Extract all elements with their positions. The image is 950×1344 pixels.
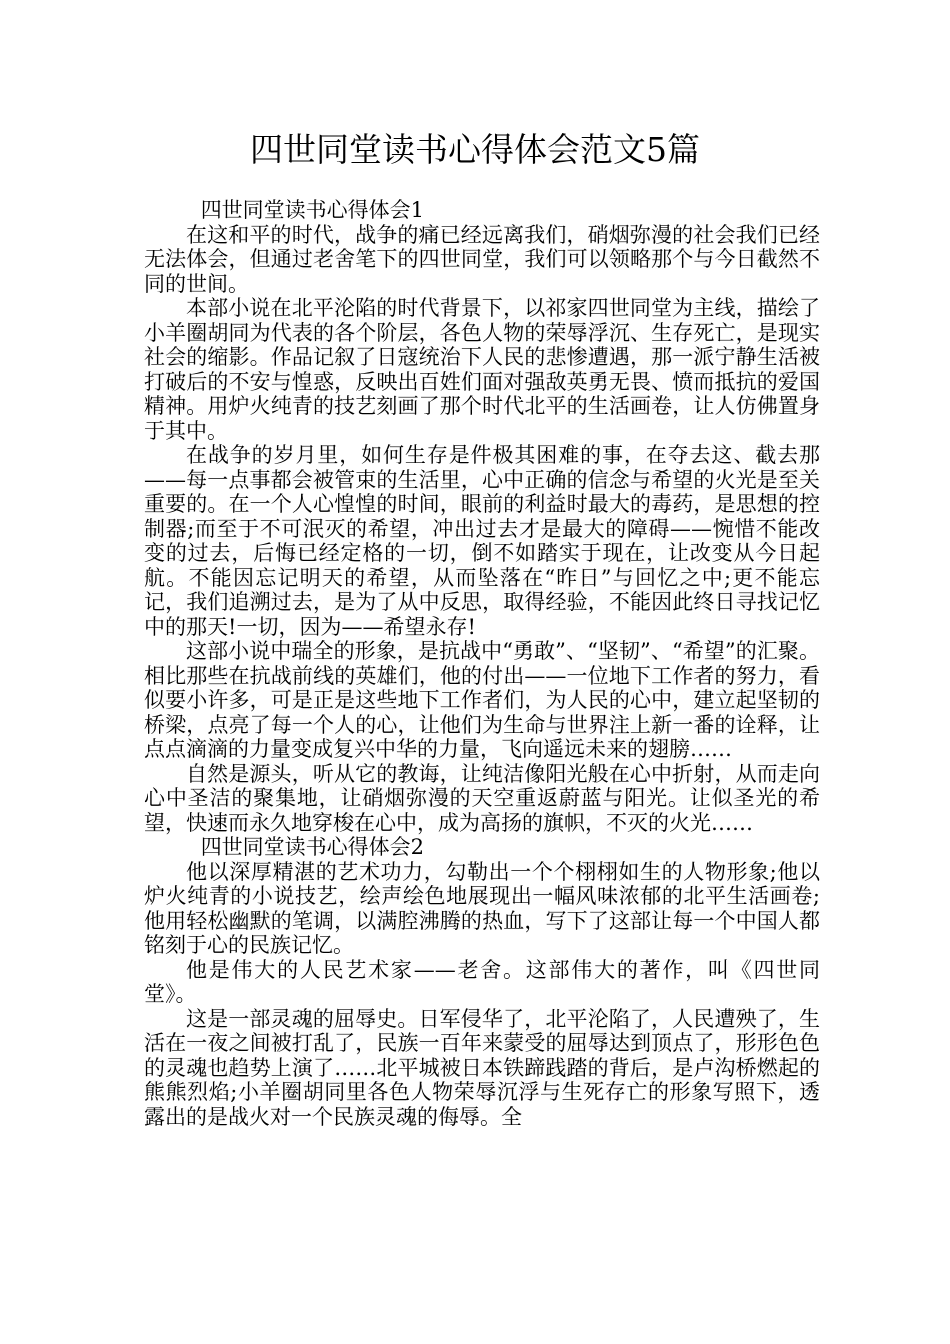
document-body [144, 198, 820, 1129]
paragraph: 在战争的岁月里，如何生存是件极其困难的事，在夺去这、截去那——每一点事都会被管束的生活里，心中正确的信念与希望的火光是至关重要的。在一个人心惶惶的时间，眼前的利益时最大的毒药，是思想的控制器;而至于不可泯灭的希望，冲出过去才是最大的障碍——惋惜不能改变的过去，后悔已经定格的一切，倒不如踏实于现在，让改变从今日起航。不能因忘记明天的希望，从而坠落在“昨日”与回忆之中;更不能忘记，我们追溯过去，是为了从中反思，取得经验，不能因此终日寻找记忆中的那天!一切，因为——希望永存! [144, 443, 820, 639]
document-title: 四世同堂读书心得体会范文5篇 [250, 130, 700, 169]
paragraph: 在这和平的时代，战争的痛已经远离我们，硝烟弥漫的社会我们已经无法体会，但通过老舍笔下的四世同堂，我们可以领略那个与今日截然不同的世间。 [144, 222, 820, 296]
section-heading: 四世同堂读书心得体会1 [200, 198, 425, 222]
paragraph: 本部小说在北平沦陷的时代背景下，以祁家四世同堂为主线，描绘了小羊圈胡同为代表的各个阶层，各色人物的荣辱浮沉、生存死亡，是现实社会的缩影。作品记叙了日寇统治下人民的悲惨遭遇，那一派宁静生活被打破后的不安与惶惑，反映出百姓们面对强敌英勇无畏、愤而抵抗的爱国精神。用炉火纯青的技艺刻画了那个时代北平的生活画卷，让人仿佛置身于其中。 [144, 296, 820, 443]
paragraph: 这部小说中瑞全的形象，是抗战中“勇敢”、“坚韧”、“希望”的汇聚。相比那些在抗战前线的英雄们，他的付出——一位地下工作者的努力，看似要小许多，可是正是这些地下工作者们，为人民的心中，建立起坚韧的桥梁，点亮了每一个人的心，让他们为生命与世界注上新一番的诠释，让点点滴滴的力量变成复兴中华的力量，飞向遥远未来的翅膀…… [144, 639, 820, 761]
paragraph: 他以深厚精湛的艺术功力，勾勒出一个个栩栩如生的人物形象;他以炉火纯青的小说技艺，绘声绘色地展现出一幅风味浓郁的北平生活画卷;他用轻松幽默的笔调，以满腔沸腾的热血，写下了这部让每一个中国人都铭刻于心的民族记忆。 [144, 859, 820, 957]
section-heading: 四世同堂读书心得体会2 [200, 835, 425, 859]
paragraph: 自然是源头，听从它的教诲，让纯洁像阳光般在心中折射，从而走向心中圣洁的聚集地，让硝烟弥漫的天空重返蔚蓝与阳光。让似圣光的希望，快速而永久地穿梭在心中，成为高扬的旗帜，不灭的火光…… [144, 761, 820, 835]
paragraph: 他是伟大的人民艺术家——老舍。这部伟大的著作，叫《四世同堂》。 [144, 957, 820, 1006]
paragraph: 这是一部灵魂的屈辱史。日军侵华了，北平沦陷了，人民遭殃了，生活在一夜之间被打乱了，民族一百年来蒙受的屈辱达到顶点了，形形色色的灵魂也趋势上演了……北平城被日本铁蹄践踏的背后，是卢沟桥燃起的熊熊烈焰;小羊圈胡同里各色人物荣辱沉浮与生死存亡的形象写照下，透露出的是战火对一个民族灵魂的侮辱。全 [144, 1006, 820, 1129]
